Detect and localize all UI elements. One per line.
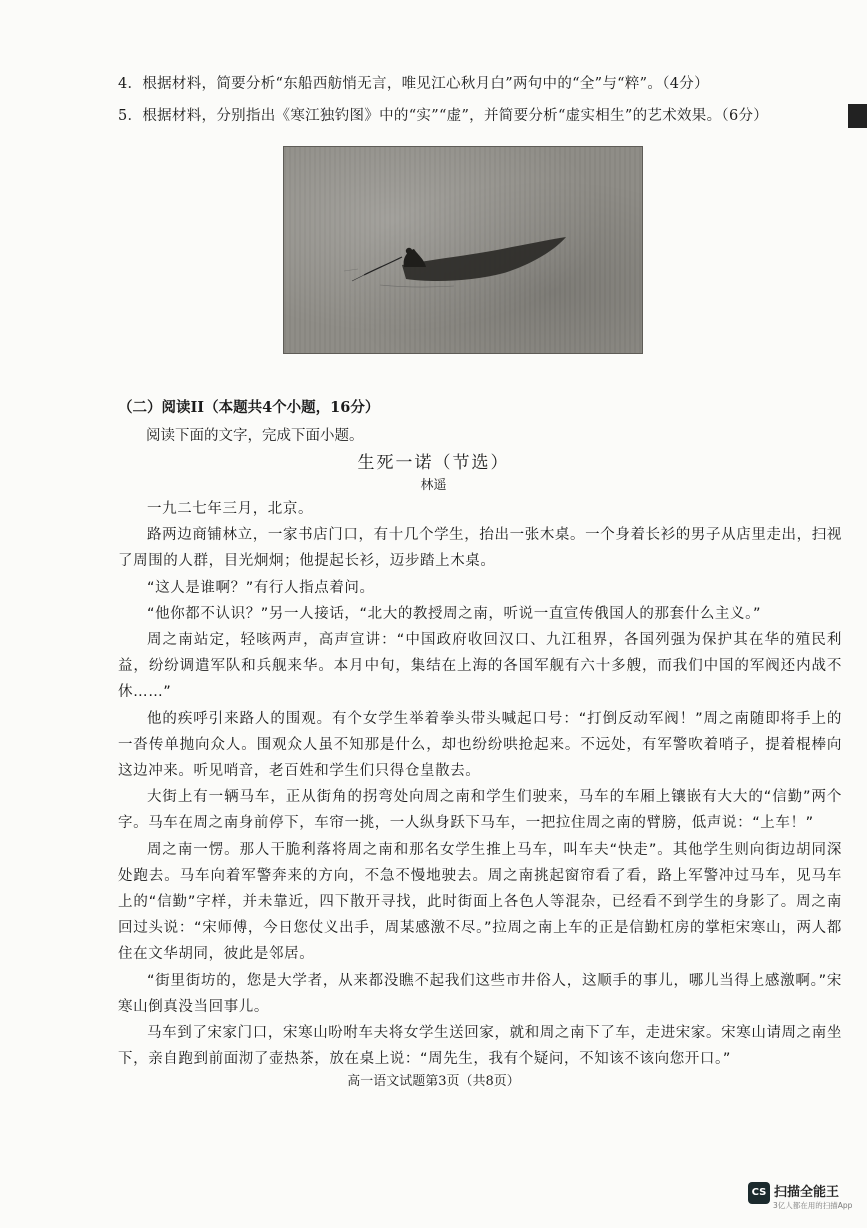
paragraph: “他你都不认识？”另一人接话，“北大的教授周之南，听说一直宣传俄国人的那套什么主义。” [147, 605, 762, 622]
section-heading: （二）阅读II（本题共4个小题，16分） [118, 399, 380, 416]
article-body [118, 496, 842, 1072]
paragraph: 路两边商铺林立，一家书店门口，有十几个学生，抬出一张木桌。一个身着长衫的男子从店里走出，扫视了周围的人群，目光炯炯；他提起长衫，迈步踏上木桌。 [118, 527, 842, 570]
article-author: 林遥 [420, 478, 447, 493]
question-4: 4．根据材料，简要分析“东船西舫悄无言，唯见江心秋月白”两句中的“全”与“粹”。（4分） [118, 76, 709, 92]
paragraph: 一九二七年三月，北京。 [147, 501, 314, 517]
paragraph: 周之南一愣。那人干脆利落将周之南和那名女学生推上马车，叫车夫“快走”。其他学生则向街边胡同深处跑去。马车向着军警奔来的方向，不急不慢地驶去。周之南挑起窗帘看了看，路上军警冲过马车，见马车上的“信勤”字样，并未靠近，四下散开寻找，此时街面上各色人等混杂，已经看不到学生的身影了。周之南回过头说：“宋师傅，今日您仗义出手，周某感激不尽。”拉周之南上车的正是信勤杠房的掌柜宋寒山，两人都住在文华胡同，彼此是邻居。 [118, 841, 842, 963]
section-instruction: 阅读下面的文字，完成下面小题。 [146, 428, 364, 444]
painting-image [283, 146, 643, 354]
paragraph: 大街上有一辆马车，正从街角的拐弯处向周之南和学生们驶来，马车的车厢上镶嵌有大大的“信勤”两个字。马车在周之南身前停下，车帘一挑，一人纵身跃下马车，一把拉住周之南的臂膀，低声说：“上车！” [118, 789, 842, 832]
fishing-boat-drawing [284, 147, 642, 353]
scanner-tagline: 3亿人都在用的扫描App [773, 1201, 853, 1210]
scanner-logo-icon: CS [748, 1182, 770, 1204]
paragraph: “街里街坊的，您是大学者，从来都没瞧不起我们这些市井俗人，这顺手的事儿，哪儿当得上感激啊。”宋寒山倒真没当回事儿。 [118, 972, 842, 1015]
paragraph: “这人是谁啊？”有行人指点着问。 [147, 579, 375, 596]
paragraph: 周之南站定，轻咳两声，高声宣讲：“中国政府收回汉口、九江租界，各国列强为保护其在华的殖民利益，纷纷调遣军队和兵舰来华。本月中旬，集结在上海的各国军舰有六十多艘，而我们中国的军阀还内战不休……” [118, 632, 842, 701]
paragraph: 他的疾呼引来路人的围观。有个女学生举着拳头带头喊起口号：“打倒反动军阀！”周之南随即将手上的一沓传单抛向众人。围观众人虽不知那是什么，却也纷纷哄抢起来。不远处，有军警吹着哨子，提着棍棒向这边冲来。听见哨音，老百姓和学生们只得仓皇散去。 [118, 710, 842, 780]
scanner-brand: 扫描全能王 [774, 1185, 840, 1200]
question-5: 5．根据材料，分别指出《寒江独钓图》中的“实”“虚”，并简要分析“虚实相生”的艺术效果。（6分） [118, 108, 769, 124]
page-footer: 高一语文试题第3页（共8页） [347, 1074, 520, 1089]
article-title: 生死一诺（节选） [357, 453, 510, 473]
page-edge-shadow [848, 104, 867, 128]
paragraph: 马车到了宋家门口，宋寒山吩咐车夫将女学生送回家，就和周之南下了车，走进宋家。宋寒山请周之南坐下，亲自跑到前面沏了壶热茶，放在桌上说：“周先生，我有个疑问，不知该不该向您开口。” [118, 1025, 842, 1068]
